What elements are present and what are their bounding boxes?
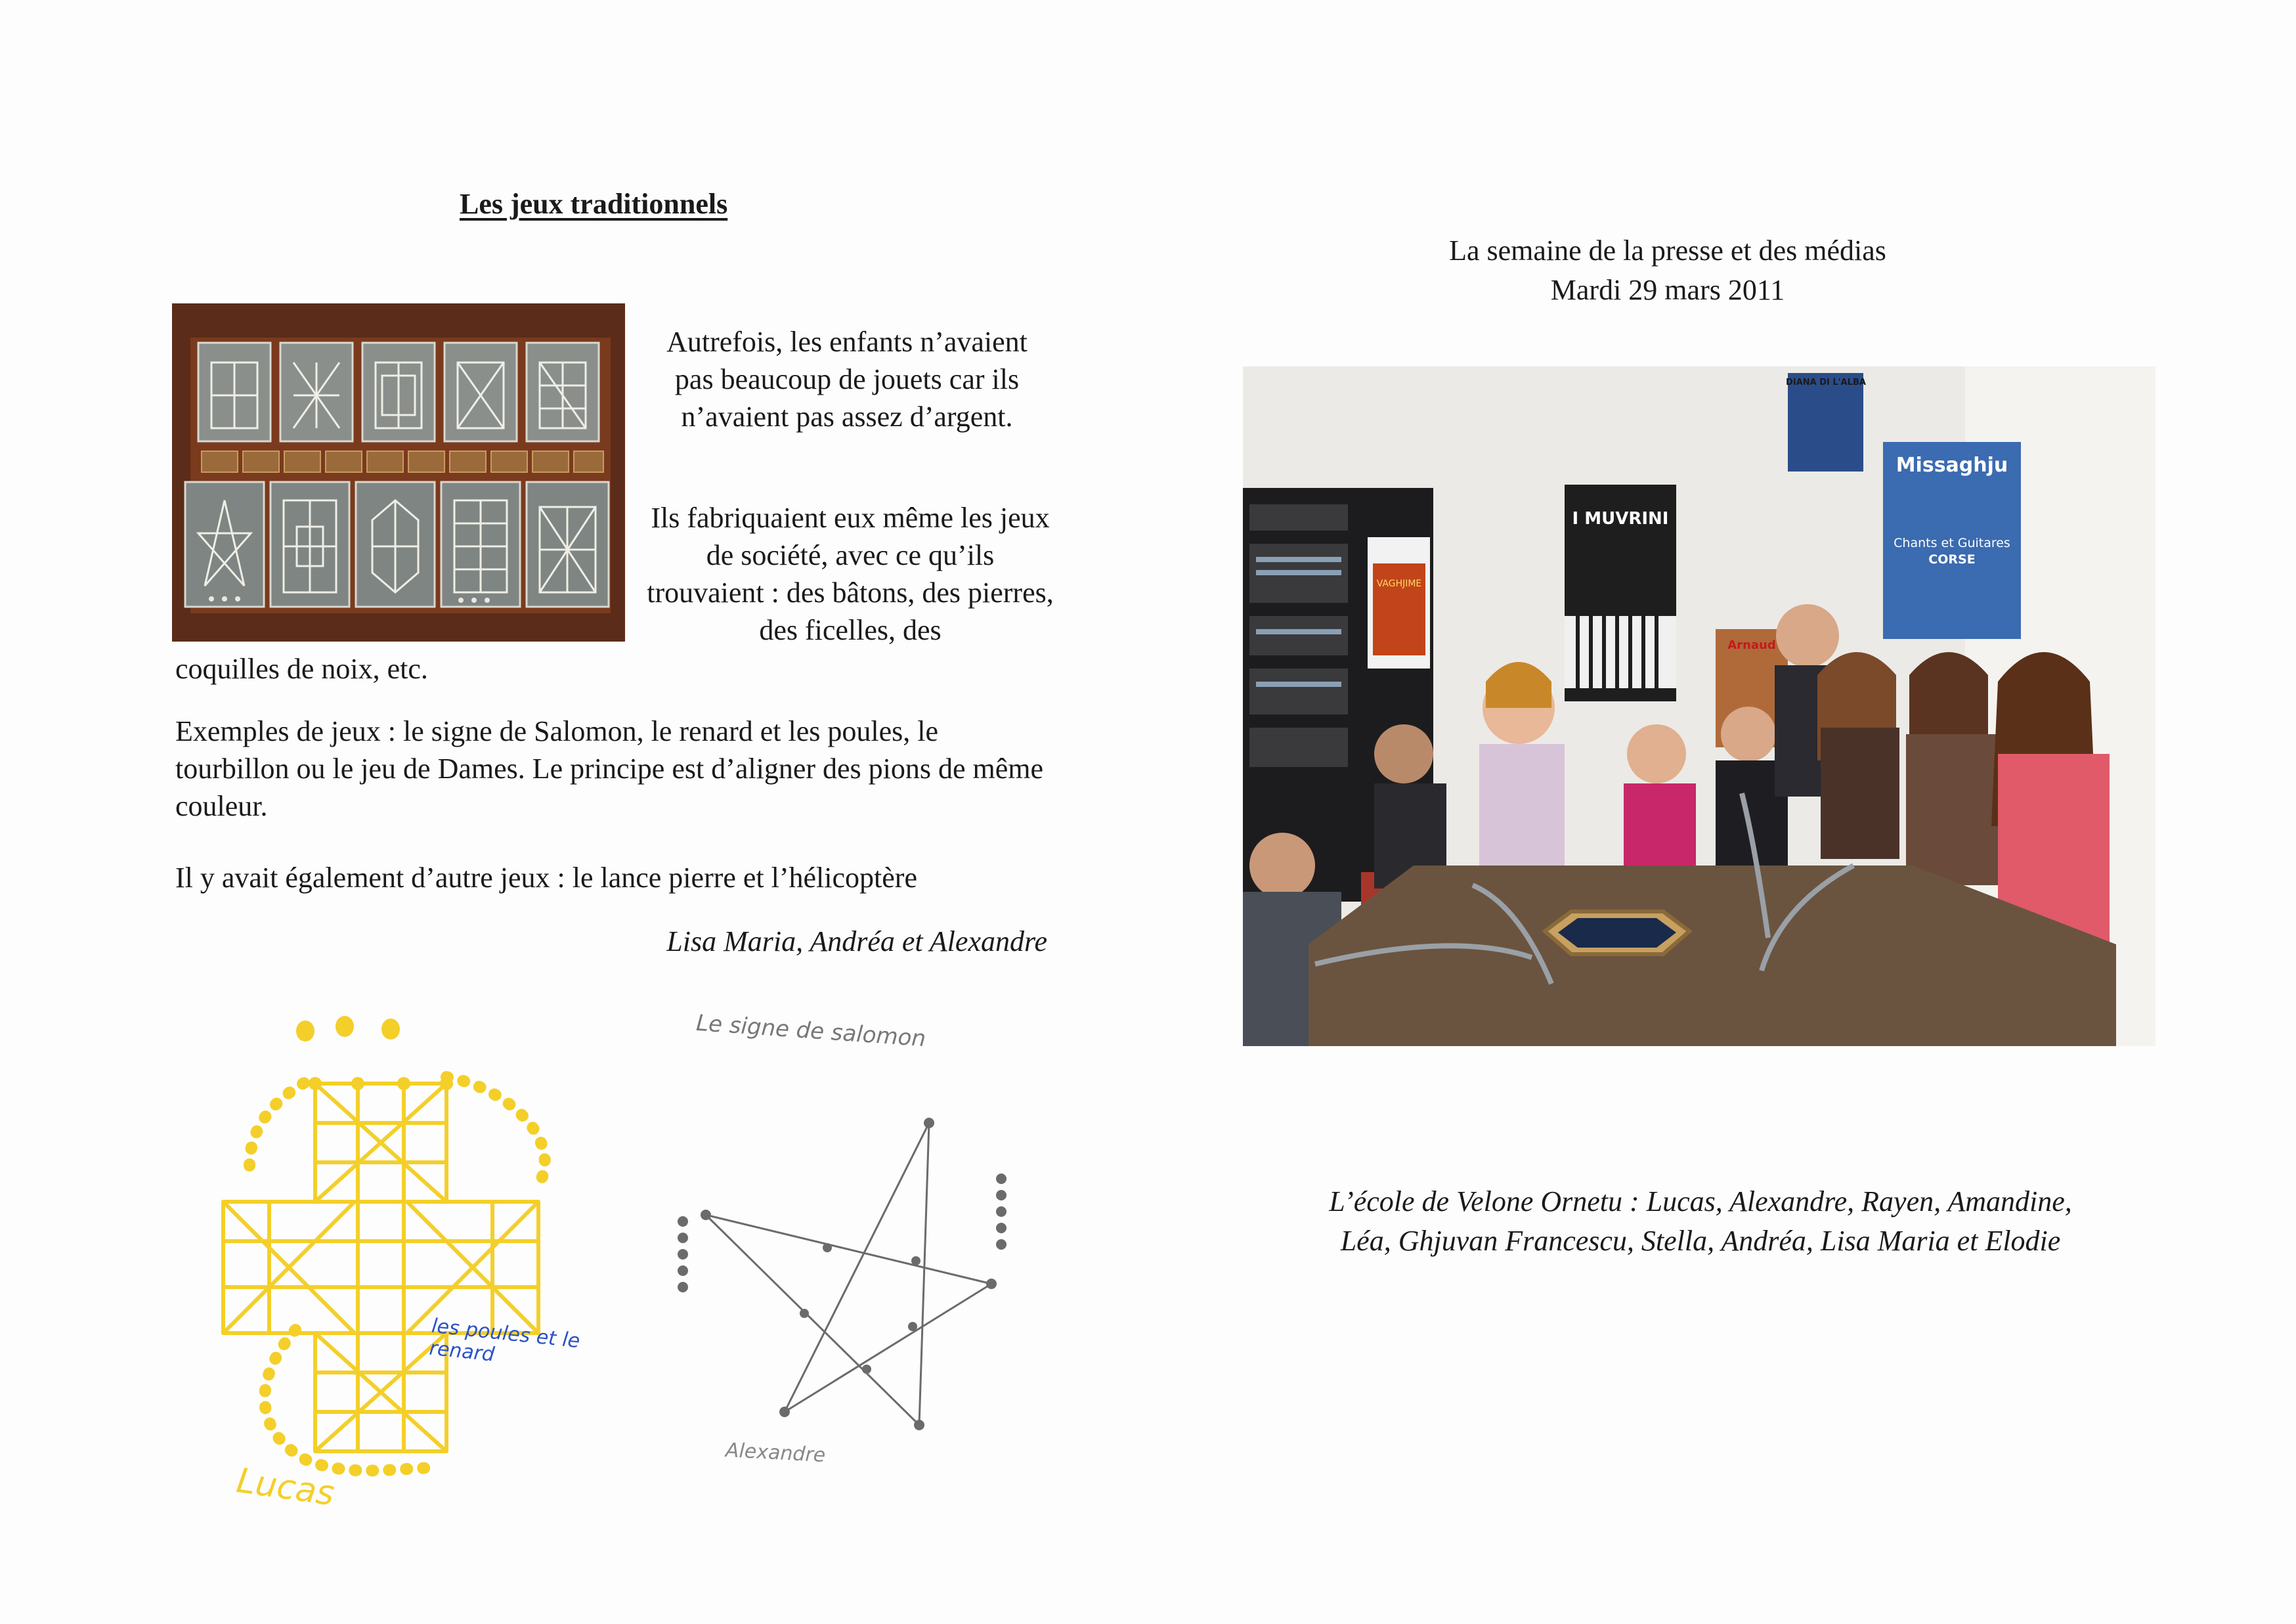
poster-missaghju-corse: CORSE	[1928, 552, 1976, 567]
drawing-signature-lucas: Lucas	[234, 1460, 337, 1514]
radio-studio-illustration	[1243, 366, 2155, 1046]
caption-line-1: L’école de Velone Ornetu : Lucas, Alexandre, Rayen, Amandine,	[1329, 1185, 2072, 1218]
caption-line-2: Léa, Ghjuvan Francescu, Stella, Andréa, Lisa Maria et Elodie	[1340, 1225, 2061, 1257]
poster-vaghjime: VAGHJIME	[1376, 579, 1422, 589]
game-boards-photo	[172, 303, 625, 642]
poster-muvrini: I MUVRINI	[1572, 509, 1669, 529]
paragraph-other-games: Il y avait également d’autre jeux : le lance pierre et l’hélicoptère	[175, 862, 917, 894]
game-boards-illustration	[172, 303, 625, 642]
class-radio-photo	[1243, 366, 2155, 1046]
article-authors: Lisa Maria, Andréa et Alexandre	[666, 925, 1047, 957]
paragraph-materials-end: coquilles de noix, etc.	[175, 653, 428, 685]
drawing-title-salomon: Le signe de salomon	[695, 1009, 927, 1053]
paragraph-intro: Autrefois, les enfants n’avaient pas beaucoup de jouets car ils n’avaient pas assez d’argent.	[666, 326, 1028, 433]
poster-diana: DIANA DI L'ALBA	[1786, 378, 1866, 387]
paragraph-examples: Exemples de jeux : le signe de Salomon, le renard et les poules, le tourbillon ou le jeu de Dames. Le principe est d’aligner des pions de même couleur.	[175, 715, 1044, 822]
poules-renard-board-drawing	[197, 1015, 591, 1527]
article-title: Les jeux traditionnels	[460, 188, 728, 220]
drawing-label-poules-renard: les poules et le renard	[428, 1314, 581, 1367]
salomon-star-drawing	[611, 1005, 1057, 1491]
paragraph-materials: Ils fabriquaient eux même les jeux de société, avec ce qu’ils trouvaient : des bâtons, des pierres, des ficelles, des	[647, 502, 1054, 646]
event-date: Mardi 29 mars 2011	[1550, 274, 1785, 306]
poster-missaghju-sub: Chants et Guitares	[1894, 536, 2010, 550]
drawing-signe-salomon	[611, 1005, 1057, 1491]
poster-arnaud: Arnaud	[1727, 638, 1776, 652]
drawing-signature-alexandre: Alexandre	[725, 1439, 827, 1467]
drawing-poules-renard	[197, 1015, 591, 1527]
photo-caption	[1202, 1182, 2199, 1261]
poster-missaghju: Missaghju	[1895, 454, 2008, 477]
event-name: La semaine de la presse et des médias	[1449, 234, 1886, 267]
event-header	[1346, 231, 1989, 310]
